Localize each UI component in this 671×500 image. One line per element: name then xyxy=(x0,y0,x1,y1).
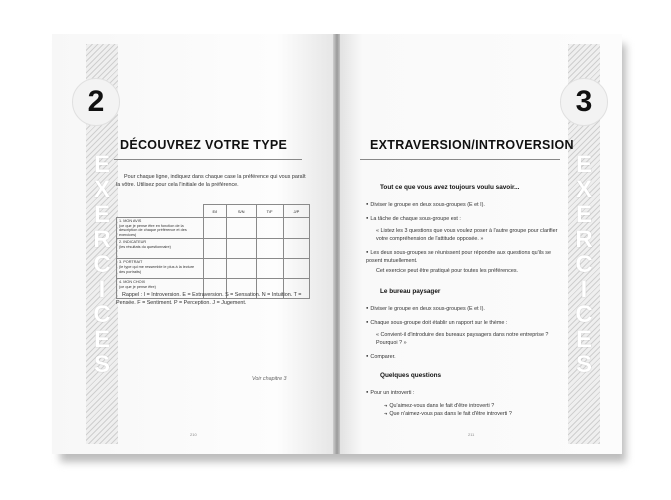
answer-cell[interactable] xyxy=(256,239,283,259)
side-tab-letter: I xyxy=(580,276,588,303)
side-tab-letter: E xyxy=(575,326,592,353)
bullet-item: ● Pour un introverti : xyxy=(366,388,562,398)
section-heading: Le bureau paysager xyxy=(380,288,441,295)
side-tab-letter: R xyxy=(575,226,593,253)
bullet-item: ● La tâche de chaque sous-groupe est : xyxy=(366,214,562,224)
side-tab-letter: S xyxy=(575,351,592,378)
answer-cell[interactable] xyxy=(204,259,227,279)
column-header: J/P xyxy=(283,205,309,218)
row-title: 1. MON AVIS xyxy=(119,219,142,223)
answer-cell[interactable] xyxy=(283,218,309,239)
bullet-item: ● Chaque sous-groupe doit établir un rapport sur le thème : xyxy=(366,318,562,328)
side-tab-label xyxy=(568,152,600,377)
row-title: 2. INDICATEUR xyxy=(119,240,147,245)
side-tab-letter: E xyxy=(93,326,110,353)
title-rule xyxy=(114,159,302,160)
table-row xyxy=(117,259,310,279)
side-tab-letter: E xyxy=(575,201,592,228)
row-description: (ce que je pense être en fonction de la description de chaque préférence et des exercices) xyxy=(119,223,187,237)
side-tab-letter: E xyxy=(93,201,110,228)
answer-cell[interactable] xyxy=(226,239,256,259)
row-label xyxy=(117,259,204,279)
answer-cell[interactable] xyxy=(226,218,256,239)
answer-cell[interactable] xyxy=(283,259,309,279)
side-tab-letter: S xyxy=(93,351,110,378)
side-tab-letter: X xyxy=(575,176,592,203)
row-title: 3. PORTRAIT xyxy=(119,260,143,265)
side-tab-letter: C xyxy=(575,301,593,328)
page-number: 210 xyxy=(190,432,197,437)
chapter-number: 2 xyxy=(72,78,120,126)
side-tab-letter: X xyxy=(93,176,110,203)
answer-cell[interactable] xyxy=(204,239,227,259)
side-tab-letter: C xyxy=(575,251,593,278)
preference-table xyxy=(116,204,310,299)
answer-cell[interactable] xyxy=(226,259,256,279)
intro-text: Pour chaque ligne, indiquez dans chaque case la préférence qui vous paraît la vôtre. Utilisez pour cela l'initiale de la préférence. xyxy=(116,174,306,188)
chapter-number: 3 xyxy=(560,78,608,126)
row-label xyxy=(117,239,204,259)
side-tab-label xyxy=(86,152,118,377)
answer-cell[interactable] xyxy=(256,218,283,239)
see-chapter-link[interactable]: Voir chapitre 3 xyxy=(252,376,287,382)
page-number: 211 xyxy=(468,432,475,437)
answer-cell[interactable] xyxy=(256,259,283,279)
section-heading: Quelques questions xyxy=(380,372,442,379)
bullet-item: ● Les deux sous-groupes se réunissent pour répondre aux questions qu'ils se posent mutuellement. xyxy=(366,248,564,265)
row-description: (ce que je pense être) xyxy=(119,284,156,289)
side-tab-letter: C xyxy=(93,301,111,328)
legend-text: Rappel : I = Introversion. E = Extraversion. S = Sensation. N = Intuition. T = Pensée. F = Sentiment. P = Perception. J = Jugement. xyxy=(116,292,302,306)
quote-text: « Listez les 3 questions que vous voulez poser à l'autre groupe pour clarifier votre compréhension de l'attitude opposée. » xyxy=(376,228,558,242)
column-header: S/N xyxy=(226,205,256,218)
page-title: EXTRAVERSION/INTROVERSION xyxy=(370,138,574,152)
row-description: (les résultats du questionnaire) xyxy=(119,244,171,249)
table-corner xyxy=(117,205,204,218)
note-text: Cet exercice peut être pratiqué pour toutes les préférences. xyxy=(376,268,519,274)
page-title: DÉCOUVREZ VOTRE TYPE xyxy=(120,138,288,152)
column-header: T/F xyxy=(256,205,283,218)
answer-cell[interactable] xyxy=(204,218,227,239)
bullet-item: ● Diviser le groupe en deux sous-groupes (E et I). xyxy=(366,304,562,314)
quote-text: « Convient-il d'introduire des bureaux paysagers dans notre entreprise ? Pourquoi ? » xyxy=(376,332,549,346)
side-tab-letter: E xyxy=(575,151,592,178)
side-tab-letter: R xyxy=(93,226,111,253)
table-row xyxy=(117,239,310,259)
row-description: (le type qui me ressemble le plus à la lecture des portraits) xyxy=(119,264,195,274)
bullet-item: ● Diviser le groupe en deux sous-groupes (E et I). xyxy=(366,200,562,210)
section-heading: Tout ce que vous avez toujours voulu savoir... xyxy=(380,184,520,191)
table-row xyxy=(117,218,310,239)
bullet-item: ● Comparer. xyxy=(366,352,562,362)
answer-cell[interactable] xyxy=(283,239,309,259)
right-page xyxy=(340,34,622,454)
book-spread xyxy=(52,34,622,454)
side-tab-letter: C xyxy=(93,251,111,278)
side-tab-letter: E xyxy=(93,151,110,178)
row-title: 4. MON CHOIX xyxy=(119,280,146,285)
table-header-row xyxy=(117,205,310,218)
side-tab-letter: I xyxy=(98,276,106,303)
row-label xyxy=(117,218,204,239)
sub-item: ➔ Que n'aimez-vous pas dans le fait d'être introverti ? xyxy=(384,410,564,419)
column-header: E/I xyxy=(204,205,227,218)
title-rule xyxy=(360,159,560,160)
sub-item: ➔ Qu'aimez-vous dans le fait d'être introverti ? xyxy=(384,402,564,411)
left-page xyxy=(52,34,335,454)
